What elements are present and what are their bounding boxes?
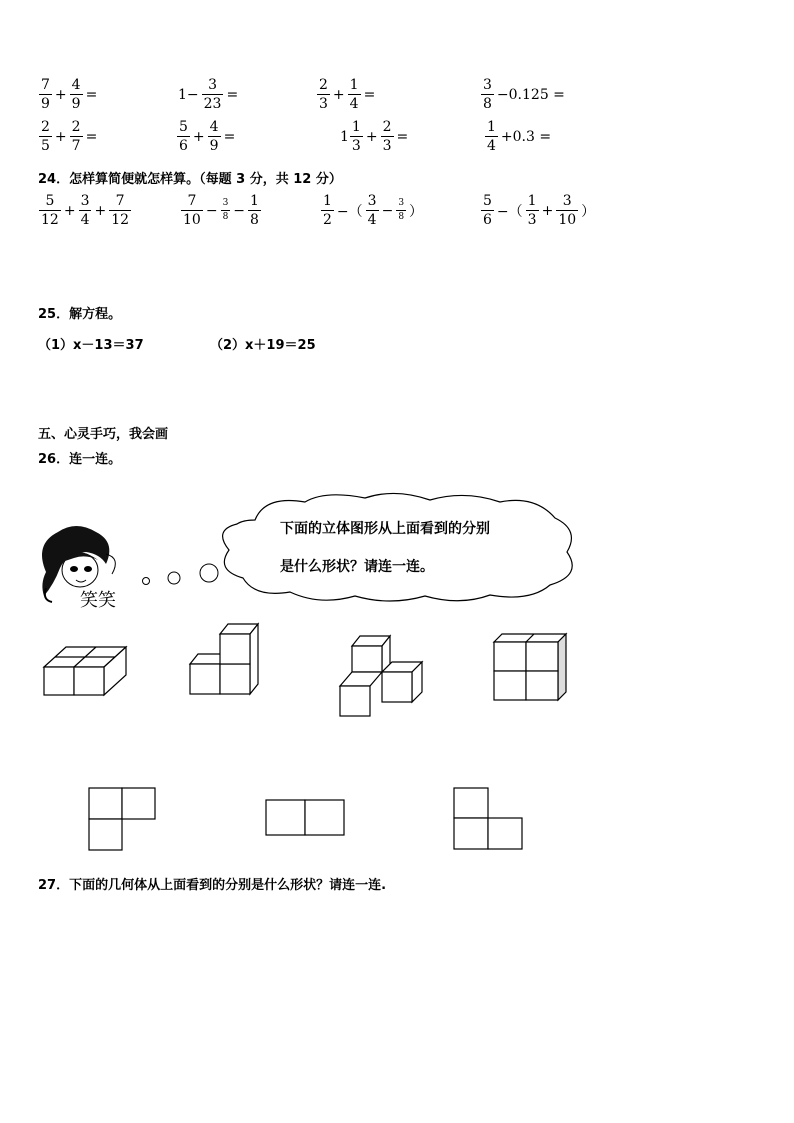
expr-r1-1: $\frac{7}{9}$ + $\frac{4}{9}$ = — [41, 77, 98, 112]
expr-r2-4: $\frac{1}{4}$ +0.3 = — [487, 119, 552, 154]
solid-figure-1 — [42, 640, 124, 698]
expr-q24-1: $\frac{5}{12}$ + $\frac{3}{4}$ + $\frac{7}{12}$ — [41, 193, 130, 228]
fraction: $\frac{5}{6}$ — [483, 193, 492, 228]
expr-r1-2: 1− $\frac{3}{23}$ = — [178, 77, 239, 112]
expr-q24-2: $\frac{7}{10}$ − $\frac{3}{8}$ − $\frac{1}{8}$ — [183, 193, 259, 228]
fraction: $\frac{3}{23}$ — [203, 77, 222, 112]
fraction: $\frac{4}{9}$ — [209, 119, 219, 154]
solid-figure-3 — [338, 632, 430, 720]
expr-r2-2: $\frac{5}{6}$ + $\frac{4}{9}$ = — [179, 119, 236, 154]
section-5-title: 五、心灵手巧，我会画 — [38, 427, 169, 442]
question-27-title: 27．下面的几何体从上面看到的分别是什么形状？请连一连. — [38, 878, 387, 893]
fraction: $\frac{7}{9}$ — [41, 77, 50, 112]
fraction: $\frac{5}{6}$ — [179, 119, 188, 154]
fraction-small: $\frac{3}{8}$ — [222, 198, 229, 222]
top-view-shape-a — [88, 787, 158, 851]
top-view-shape-c — [453, 787, 525, 851]
fraction: $\frac{2}{3}$ — [319, 77, 328, 112]
fraction: $\frac{1}{8}$ — [250, 193, 259, 228]
expr-q24-4: $\frac{5}{6}$ −（ $\frac{1}{3}$ + $\frac{3}{10}$ ） — [483, 193, 596, 228]
bubble-line-2: 是什么形状？请连一连。 — [280, 559, 434, 575]
bubble-line-1: 下面的立体图形从上面看到的分别 — [280, 521, 490, 537]
fraction: $\frac{5}{12}$ — [41, 193, 59, 228]
fraction: $\frac{1}{4}$ — [349, 77, 359, 112]
fraction: $\frac{7}{12}$ — [111, 193, 130, 228]
fraction: $\frac{3}{8}$ — [483, 77, 492, 112]
question-24-title: 24．怎样算简便就怎样算。（每题 3 分，共 12 分） — [38, 172, 342, 187]
top-view-shape-b — [265, 799, 347, 837]
equation-1: （1）x－13＝37 — [38, 338, 144, 353]
fraction: $\frac{2}{5}$ — [41, 119, 50, 154]
fraction: $\frac{2}{7}$ — [71, 119, 81, 154]
fraction: $\frac{1}{3}$ — [527, 193, 537, 228]
expr-q24-3: $\frac{1}{2}$ −（ $\frac{3}{4}$ − $\frac{3}{8}$ ） — [323, 193, 424, 228]
expr-r2-1: $\frac{2}{5}$ + $\frac{2}{7}$ = — [41, 119, 98, 154]
equation-2: （2）x＋19＝25 — [210, 338, 316, 353]
fraction: $\frac{3}{4}$ — [80, 193, 90, 228]
expr-r1-4: $\frac{3}{8}$ −0.125 = — [483, 77, 565, 112]
fraction: $\frac{1}{4}$ — [487, 119, 496, 154]
thought-cloud — [215, 490, 585, 605]
fraction: $\frac{1}{2}$ — [323, 193, 332, 228]
fraction: $\frac{7}{10}$ — [183, 193, 201, 228]
fraction: $\frac{3}{4}$ — [367, 193, 377, 228]
expr-r1-3: $\frac{2}{3}$ + $\frac{1}{4}$ = — [319, 77, 376, 112]
solid-figure-2 — [188, 622, 264, 698]
fraction: $\frac{2}{3}$ — [382, 119, 392, 154]
expr-r2-3: 1 $\frac{1}{3}$ + $\frac{2}{3}$ = — [340, 119, 409, 154]
fraction-small: $\frac{3}{8}$ — [398, 198, 405, 222]
mixed-number: 1 $\frac{1}{3}$ — [340, 119, 361, 154]
fraction: $\frac{3}{10}$ — [558, 193, 577, 228]
solid-figure-4 — [492, 632, 570, 704]
fraction: $\frac{4}{9}$ — [71, 77, 81, 112]
question-25-title: 25．解方程。 — [38, 307, 122, 322]
character-name: 笑笑 — [80, 590, 116, 611]
thought-dots — [138, 560, 223, 590]
question-26-title: 26．连一连。 — [38, 452, 122, 467]
